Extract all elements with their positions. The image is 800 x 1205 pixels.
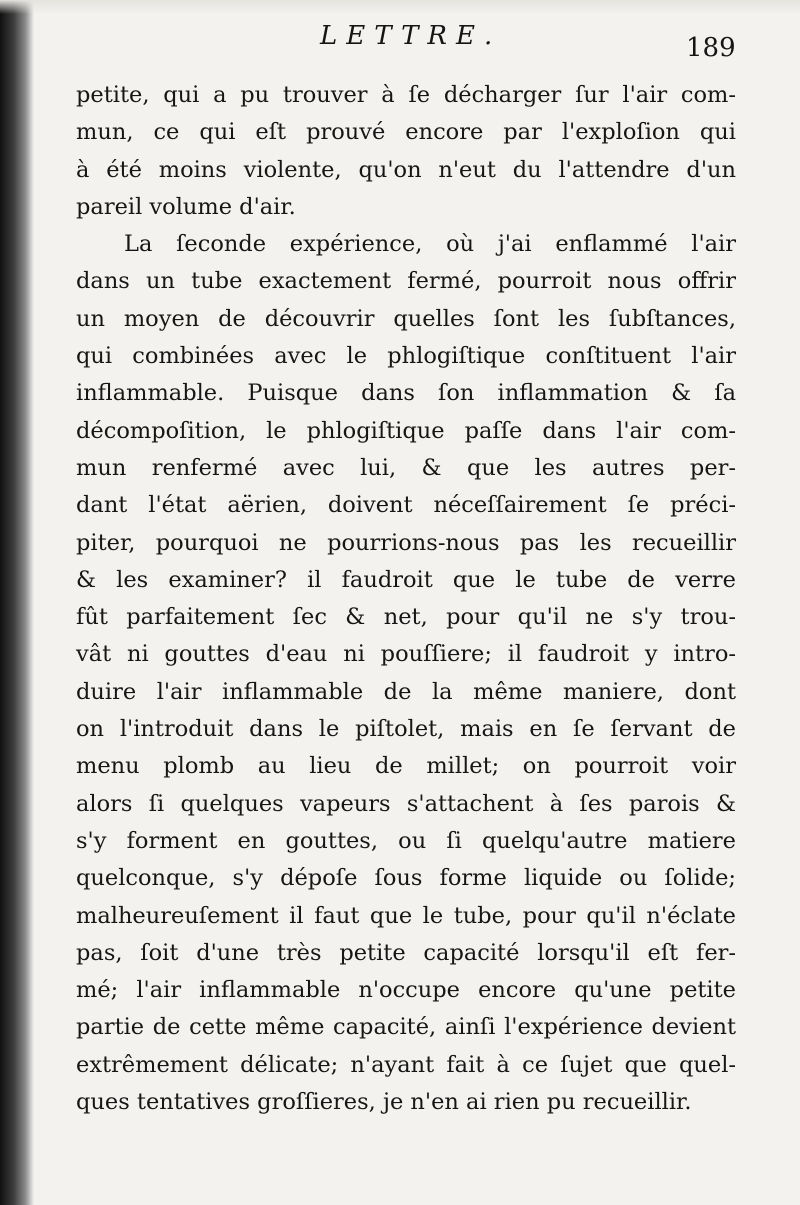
- text-line: mun, ce qui eſt prouvé encore par l'exploſion qui: [76, 119, 736, 146]
- text-line: partie de cette même capacité, ainſi l'expérience devient: [76, 1014, 736, 1041]
- text-line: pareil volume d'air.: [76, 193, 296, 220]
- paragraph-first-line: La ſeconde expérience, où j'ai enflammé l'air: [124, 231, 736, 258]
- text-line: ques tentatives groſſieres, je n'en ai rien pu recueillir.: [76, 1089, 692, 1116]
- page-number: 189: [686, 33, 736, 63]
- text-line: décompoſition, le phlogiſtique paſſe dans l'air com-: [76, 417, 736, 444]
- text-line: malheureuſement il faut que le tube, pour qu'il n'éclate: [76, 902, 736, 929]
- text-line: duire l'air inflammable de la même maniere, dont: [76, 678, 736, 705]
- text-line: piter, pourquoi ne pourrions-nous pas les recueillir: [76, 529, 736, 556]
- page-gutter-shadow: [0, 0, 34, 1205]
- text-line: dans un tube exactement fermé, pourroit nous offrir: [76, 268, 736, 295]
- text-line: à été moins violente, qu'on n'eut du l'attendre d'un: [76, 156, 736, 183]
- body-text: [76, 77, 736, 1121]
- text-line: petite, qui a pu trouver à ſe décharger ſur l'air com-: [76, 82, 736, 108]
- text-line: alors ſi quelques vapeurs s'attachent à ſes parois &: [76, 790, 736, 817]
- running-head: LETTRE.: [320, 21, 502, 51]
- text-line: vât ni gouttes d'eau ni pouſſiere; il faudroit y intro-: [76, 641, 736, 668]
- text-line: extrêmement délicate; n'ayant fait à ce ſujet que quel-: [76, 1051, 736, 1078]
- text-line: mé; l'air inflammable n'occupe encore qu'une petite: [76, 977, 736, 1004]
- text-line: pas, ſoit d'une très petite capacité lorsqu'il eſt fer-: [76, 939, 736, 966]
- text-line: mun renfermé avec lui, & que les autres per-: [76, 454, 736, 481]
- text-line: quelconque, s'y dépoſe ſous forme liquide ou ſolide;: [76, 865, 736, 892]
- page-top-edge: [0, 0, 800, 14]
- text-line: s'y forment en gouttes, ou ſi quelqu'autre matiere: [76, 827, 736, 854]
- text-line: fût parfaitement ſec & net, pour qu'il ne s'y trou-: [76, 604, 736, 631]
- text-line: qui combinées avec le phlogiſtique conſtituent l'air: [76, 343, 736, 370]
- text-line: menu plomb au lieu de millet; on pourroit voir: [76, 753, 736, 780]
- text-line: inflammable. Puisque dans ſon inflammation & ſa: [76, 380, 736, 407]
- text-line: & les examiner? il faudroit que le tube de verre: [76, 566, 736, 593]
- text-line: un moyen de découvrir quelles ſont les ſubſtances,: [76, 305, 736, 332]
- text-line: on l'introduit dans le piſtolet, mais en ſe ſervant de: [76, 716, 736, 743]
- text-line: dant l'état aërien, doivent néceſſairement ſe préci-: [76, 492, 736, 519]
